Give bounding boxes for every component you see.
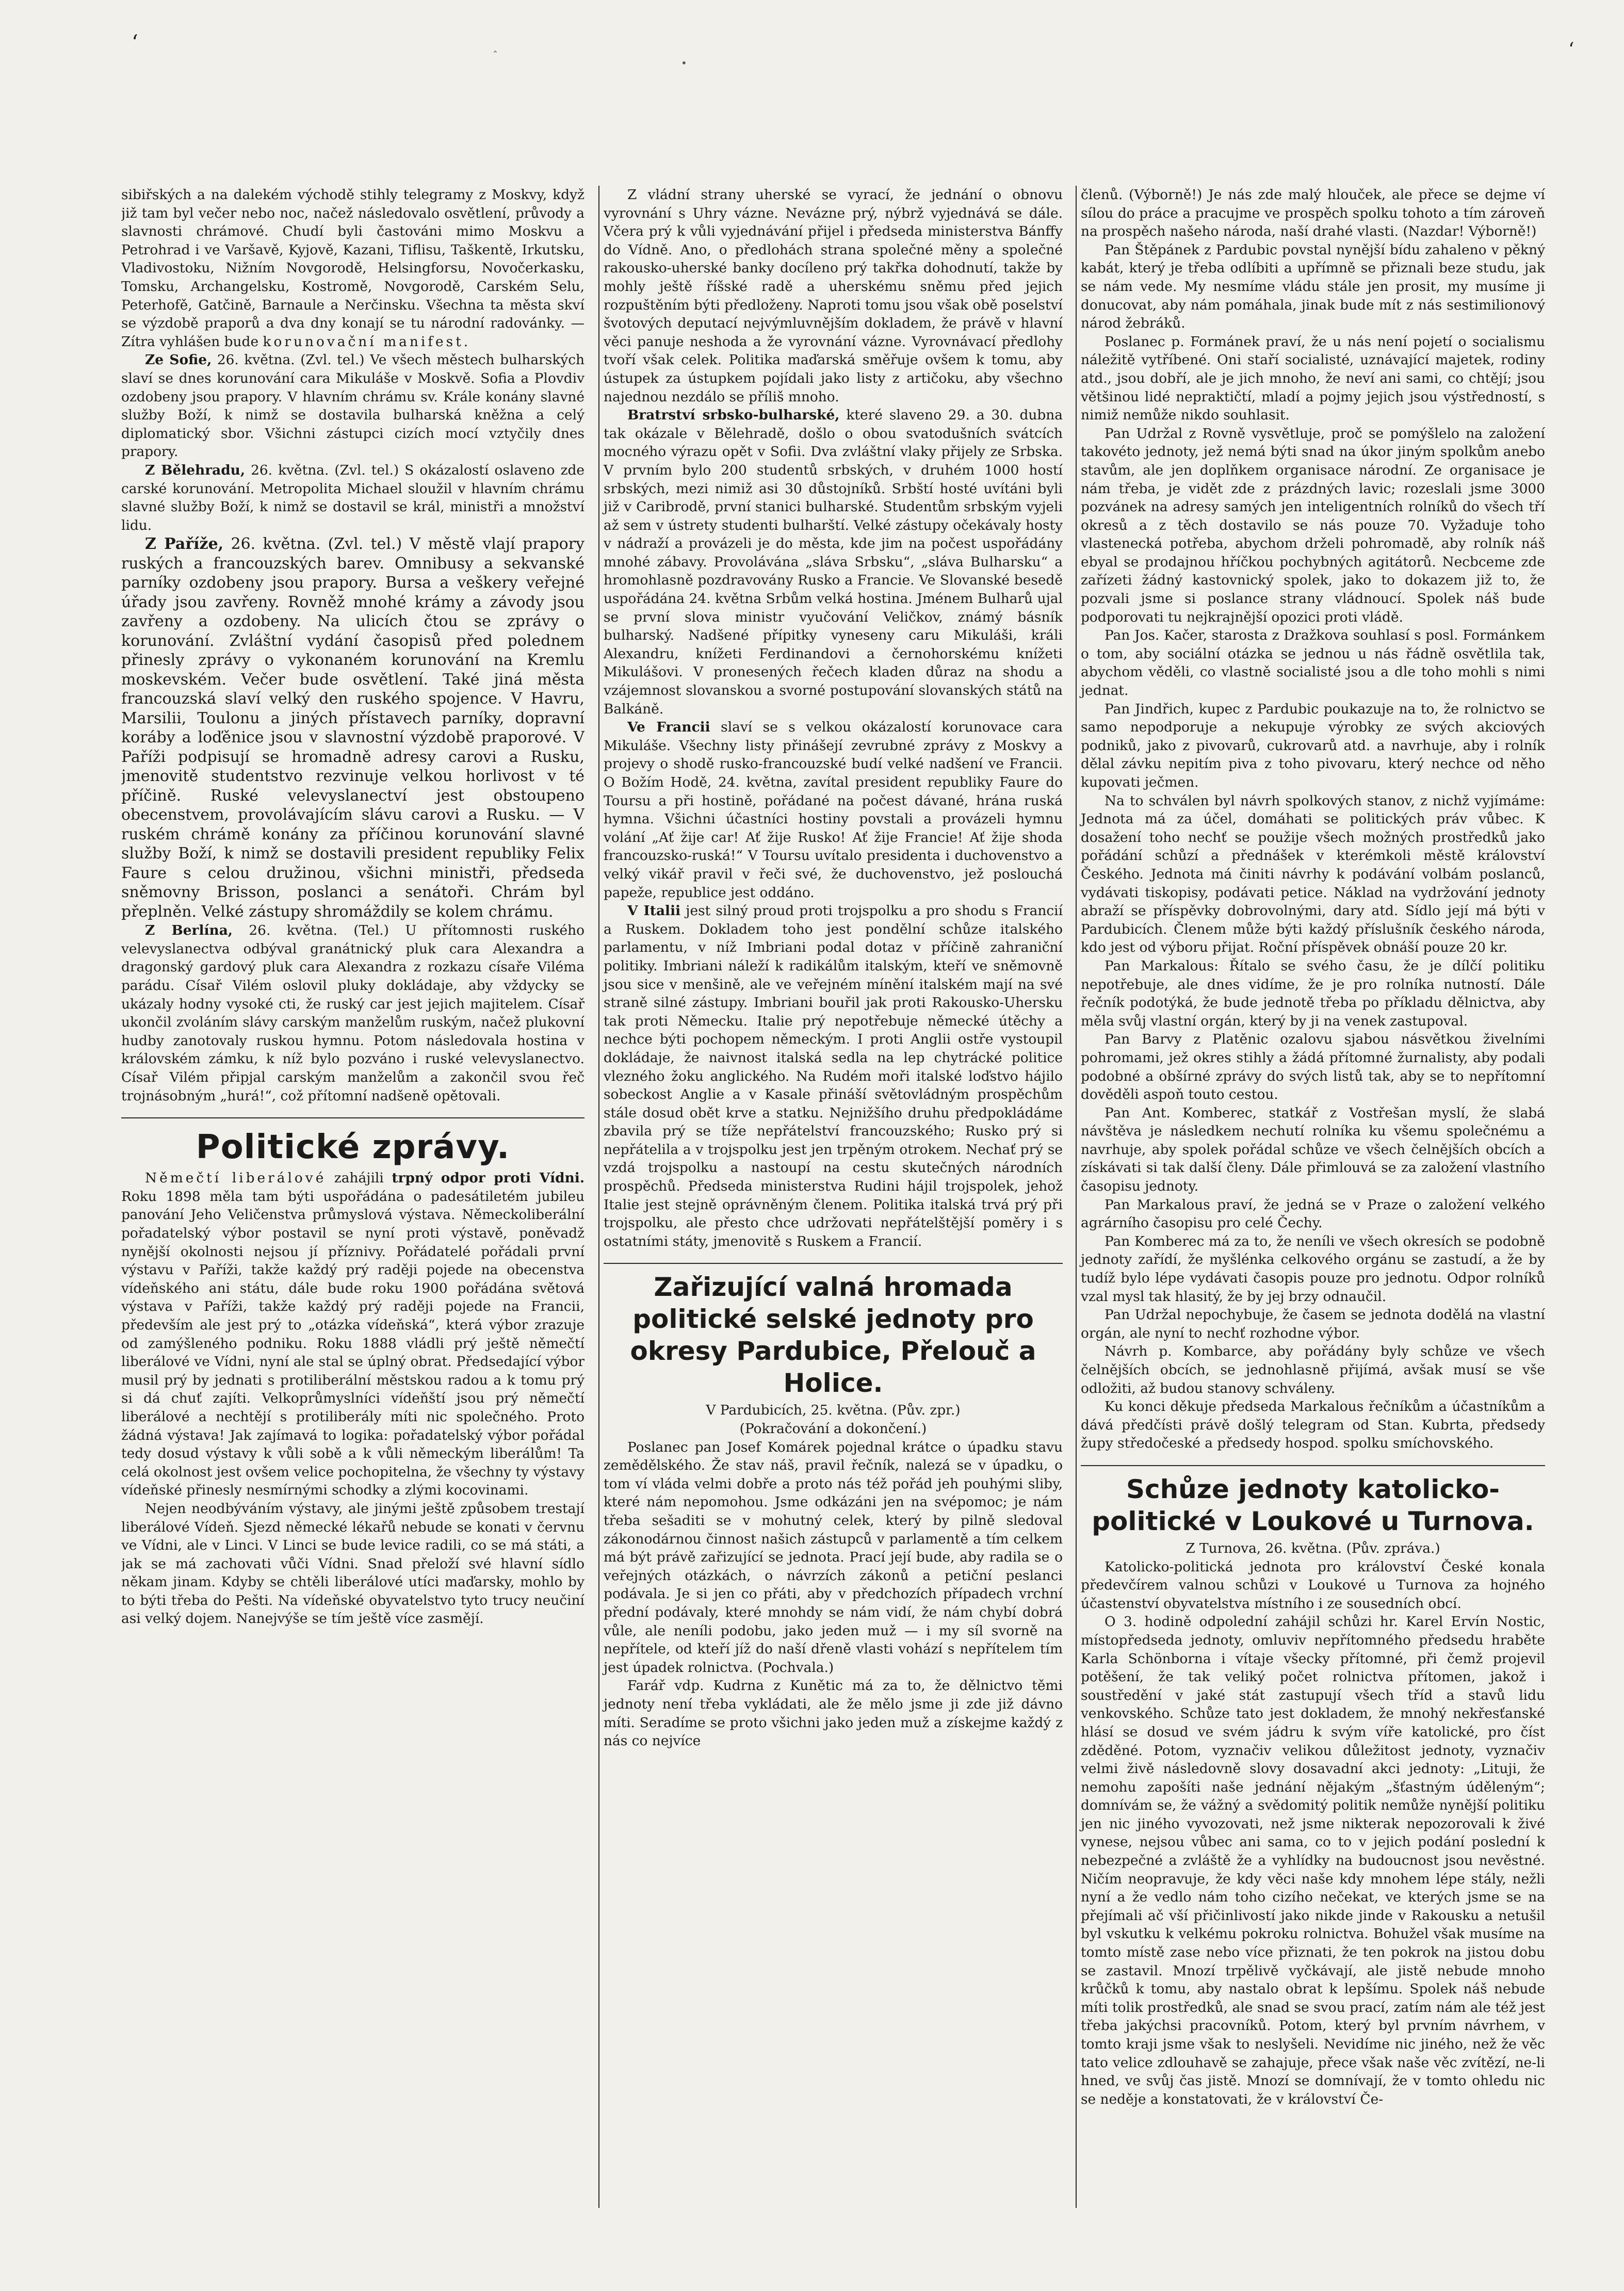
dateline-place: Z Berlína, xyxy=(145,922,233,939)
article-paragraph: Pan Markalous: Řítalo se svého času, že je dílčí politiku nepotřebuje, ale dnes vidíme, že je pro rolníka nutností. Dále řečník podotýká, že bude jednotě třeba po příkladu dělnictva, aby měla svůj vlastní orgán, který by ji na venek zastupoval. xyxy=(1081,957,1545,1029)
article-headline: Schůze jednoty katolicko-politické v Loukové u Turnova. xyxy=(1092,1474,1534,1536)
paragraph-text: které slaveno 29. a 30. dubna tak okázale v Bělehradě, došlo o obou svatodušních svátcích mocného výrazu opět v Sofii. Dva zvláštní vlaky přijely ze Srbska. V prvním bylo 200 studentů srbských, v druhém 1000 hostí srbských, mezi nimiž asi 30 důstojníků. Srbští hosté uvítáni byli již v Caribrodě, první stanici bulharské. Studentům srbským vyjeli až sem v ústrety studenti bulharští. Velké zástupy očekávaly hosty v nádraží a provázeli je do města, kde jim na počest uspořádány mnohé zábavy. Provolávána „sláva Srbsku“, „sláva Bulharsku“ a hromohlasně pozdravovány Rusko a Francie. Ve Slovanské besedě uspořádána 24. května Srbům velká hostina. Jménem Bulharů ujal se první slova ministr vyučování Veličkov, známý básník bulharský. Nadšené přípitky vyneseny caru Mikuláši, králi Alexandru, knížeti Ferdinandovi a černohorskému knížeti Mikulášovi. V pronesených řečech kladen důraz na shodu a vzájemnost slovanskou a svorné postupování slovanských států na Balkáně. xyxy=(604,407,1063,717)
column-2 xyxy=(598,186,1063,2208)
article-paragraph: Poslanec p. Formánek praví, že u nás není pojetí o socialismu náležitě vytříbené. Oni staří socialisté, uznávající majetek, rodiny atd., jsou dobří, ale je jich mnoho, že neví ani sami, co chtějí; jsou většinou lidé nepraktičtí, mladí a pojmy jejich jsou výstředností, s nimiž nemůže nikdo souhlasit. xyxy=(1081,333,1545,424)
paragraph-text: 26. května. (Zvl. tel.) Ve všech městech bulharských slaví se dnes korunování cara Mikuláše v Moskvě. Sofia a Plovdiv ozdobeny jsou prapory. V hlavním chrámu sv. Krále konány slavné služby Boží, k nimž se dostavila bulharská kněžna a celý diplomatický sbor. Všichni zástupci cizích mocí vztyčily dnes prapory. xyxy=(121,352,584,460)
dateline-note: (Pokračování a dokončení.) xyxy=(739,1421,927,1437)
newspaper-page xyxy=(121,186,1550,2208)
page-corner-mark: ʻ xyxy=(132,31,138,55)
article-paragraph: Poslanec pan Josef Komárek pojednal krátce o úpadku stavu zemědělského. Že stav náš, pravil řečník, nalezá se v úpadku, o tom ví vláda velmi dobře a proto nás též pořád jeh pouhými sliby, které nám nepomohou. Jsme odkázáni jen na svépomoc; je nám třeba sešaditi se v mohutný celek, který by pilně sledoval zákonodárnou činnost našich zástupců v parlamentě a tím celkem má být právě zařizující se jednota. Prací její bude, aby radila se o veřejných otázkách, o návrzích zákonů a petiční peslanci podávala. Je si jen co přáti, aby v předchozích případech vrchní přední podávaly, které mnohdy se nám vidí, že nám chybí dobrá vůle, ale neníli podobu, jako jeden muž — i my síl svorně na nepřítele, od kteří jíž do naší dřeně vlasti vohází s nepřítelem tím jest úpadek rolnictva. (Pochvala.) xyxy=(604,1439,1063,1676)
page-corner-mark: ʻ xyxy=(1568,39,1574,60)
article-paragraph: Nejen neodbýváním výstavy, ale jinými ještě způsobem trestají liberálové Vídeň. Sjezd německé lékařů nebude se konati v červnu ve Vídni, ale v Linci. V Linci se bude levice radili, co se má státi, a jak se má zachovati vůči Vídni. Snad přeloží své hlavní sídlo někam jinam. Kdyby se chtěli liberálové utíci maďarsky, mohlo by to býti třeba do Pešti. Na vídeňské obyvatelstvo tyto trucy neučiní asi velký dojem. Nanejvýše se tím ještě více zasmějí. xyxy=(121,1500,584,1627)
dateline: V Pardubicích, 25. května. (Pův. zpr.) xyxy=(706,1402,961,1419)
paragraph-text: Roku 1898 měla tam býti uspořádána o padesátiletém jubileu panování Jeho Veličenstva průmyslová výstava. Německoliberální pořadatelský výbor postavil se nyní proti výstavě, poněvadž nynější okolnosti nejsou jí příznivy. Pořádatelé pořádali první výstavu v Paříži, takže každý prý raději pojede na obecenstva vídeňského ani státu, dále bude roku 1900 pořádána světová výstava v Paříži, takže každý prý raději pojede na Francii, především ale jest prý to „otázka vídeňská“, která výbor zrazuje od zamýšleného podniku. Roku 1888 vládli prý ještě němečtí liberálové ve Vídni, nyní ale stal se úplný obrat. Předsedající výbor musil prý by jednati s protiliberální městskou radou a k tomu prý si dá chuť zajíti. Velkoprůmyslníci vídeňští jsou prý němečtí liberálové a nechtějí s protiliberály míti nic společného. Proto žádná výstava! Jak zajímavá to logika: pořadatelský výbor pořádal tedy dosud výstavy k vůli sobě a k vůli německým liberálům! Ta celá okolnost jest ovšem velice pochopitelna, že všechny ty výstavy vídeňské přinesly nesmírnými schodky a zlými kocovinami. xyxy=(121,1188,584,1499)
bold-emphasis: Ve Francii xyxy=(627,719,710,736)
paragraph-text: O 3. hodině odpolední zahájil schůzi hr. Karel Ervín Nostic, místopředseda jednoty, omluviv nepřítomného předsedu hraběte Karla Schönborna i vítaje všecky přítomné, při čemž projevil potěšení, že tak veliký počet rolnictva přítomen, jakož i soustředění v jaké stát zastupují všech tříd a stavů lidu venkovského. Schůze tato jest dokladem, že mnohý nekřesťanské hlásí se dosud ve svém jádru k svým víře katolické, pro číst zděděné. Potom, vyznačiv velikou důležitost jednoty, vyznačiv velmi živě následovně slovy dosavadní akci jednoty: „Lituji, že nemohu zapošíti naše jednání nějakým „šťastným úděleným“; domnívám se, že vážný a svědomitý politik nemůže nynější politiku jen nic jiného vyvozovati, než jsme nikterak nepozorovali k živé vynese, nejsou vůbec ani sama, co to v jejich podání poslední k nebezpečné a zvláště že a vyhlídky na budoucnost jsou nevěstné. Ničím neopravuje, že kdy věci naše kdy mnohem lépe stály, nežli nyní a že vedlo nám toho cizího nečekat, ve kterých jsme se na přejímali ač vší přičinlivostí jako nikde jinde v Rakousku a netušil byl vskutku k velkému pokroku rolnictva. Bohužel však musíme na tomto místě zase nebo více přiznati, že ten pokrok na jistou dobu se zastavil. xyxy=(1081,1614,1545,1979)
article-paragraph: Na to schválen byl návrh spolkových stanov, z nichž vyjímáme: Jednota má za účel, domáhati se politických práv vůbec. K dosažení toho nechť se použije všech možných prostředků jako pořádání schůzí a přednášek v kterémkoli městě království Českého. Jednota má činiti návrhy k podávání volbám poslanců, vydávati tiskopisy, podávati petice. Náklad na vydržování jednoty abraží se příspěvky dobrovolnými, dary atd. Sídlo její má býti v Pardubicích. Členem může býti každý příslušník českého národa, kdo jest od výboru přijat. Roční příspěvek obnáší pouze 20 kr. xyxy=(1081,792,1545,956)
article-paragraph xyxy=(121,461,584,534)
paragraph-text: 26. května. (Tel.) U přítomnosti ruského velevyslanectva odbýval granátnický pluk cara Alexandra a dragonský gardový pluk cara Alexandra z rozkazu císaře Viléma parádu. Císař Vilém oslovil pluky dokládaje, aby vždycky se ukázaly hodny vysoké cti, že ruský car jest jejich majitelem. Císař ukončil zvoláním slávy carským manželům ruským, načež plukovní hudby zanotovaly ruskou hymnu. Potom následovala hostina v královském zámku, k níž bylo pozváno i ruské velevyslanectvo. Císař Vilém připjal carským manželům a zakončil svou řeč trojnásobným „hurá!“, což přítomní nadšeně opětovali. xyxy=(121,922,584,1104)
spaced-emphasis: Němečtí liberálové xyxy=(145,1170,327,1187)
article-paragraph xyxy=(121,921,584,1105)
article-paragraph: Z vládní strany uherské se vyrací, že jednání o obnovu vyrovnání s Uhry vázne. Nevázne prý, nýbrž vyjednává se dále. Včera prý k vůli vyjednávání přijel i předseda ministerstva Bánffy do Vídně. Ano, o předlohách strana společné měny a společné rakousko-uherské banky docíleno prý takřka dohodnutí, takže by mohly ještě říšské radě a uherskému sněmu před jejich rozpuštěním býti předloženy. Naproti tomu jsou však obě poselství švotových deputací nejvýmluvnějším dokladem, že právě v hlavní věci panuje neshoda a že vyrovnání vázne. Vyrovnávací předlohy tvoří však celek. Politika maďarská směřuje ovšem k tomu, aby ústupek za ústupkem pojídali jako listy z artičoku, aby všechno najednou nezdálo se příliš mnoho. xyxy=(604,187,1063,405)
bold-emphasis: Bratrství srbsko-bulharské, xyxy=(627,407,840,424)
article-paragraph: Pan Ant. Komberec, statkář z Vostřešan myslí, že slabá návštěva je následkem nechutí rolníka ku všemu společnému a navrhuje, aby spolek pořádal schůze ve všech čelnějších obcích a získávati si tak další členy. Dále přimlouvá se za založení vlastního časopisu jednoty. xyxy=(1081,1104,1545,1195)
article-paragraph xyxy=(121,351,584,461)
article-paragraph: Návrh p. Kombarce, aby pořádány byly schůze ve všech čelnějších obcích, se jednohlasně přijímá, avšak musí se vše odložiti, až budou stanovy schváleny. xyxy=(1081,1343,1545,1396)
dateline: Z Turnova, 26. května. (Pův. zpráva.) xyxy=(1185,1540,1440,1556)
article-paragraph xyxy=(121,1169,584,1500)
article-paragraph: Pan Jindřich, kupec z Pardubic poukazuje na to, že rolnictvo se samo nepodporuje a nekupuje výrobky ze svých akciových podniků, jako z pivovarů, cukrovarů atd. a navrhuje, aby i rolník dělal závku nepitím piva z toho pivovaru, který nechce od něho kupovati ječmen. xyxy=(1081,701,1545,790)
paragraph-text: 26. května. (Zvl. tel.) V městě vlají prapory ruských a francouzských barev. Omnibusy a sekvanské parníky ozdobeny jsou prapory. Bursa a veškery veřejné úřady jsou zavřeny. Rovněž mnohé krámy a závody jsou zavřeny a ozdobeny. Na ulicích čtou se zprávy o korunování. Zvláštní vydání časopisů před polednem přinesly zprávy o vykonaném korunování na Kremlu moskevském. Večer bude osvětlení. Také jiná města francouzská slaví velký den ruského spojence. V Havru, Marsilii, Toulonu a jiných přístavech parníky, dopravní koráby a loďěnice jsou v slavnostní výzdobě praporové. V Paříži podpisují se hromadně adresy carovi a Rusku, jmenovitě studentstvo rezvinuje velkou horlivost v té příčině. Ruské velevyslanectví jest obstoupeno obecenstvem, provolávajícím slávu carovi a Rusku. — V ruském chrámě konány za příčinou korunování slavné služby Boží, k nimž se dostavili president republiky Felix Faure s celou družinou, všichni ministři, předseda sněmovny Brisson, poslanci a senátoři. Chrám byl přeplněn. Velké zástupy shromáždily se kolem chrámu. xyxy=(121,535,584,921)
paragraph-text: jest silný proud proti trojspolku a pro shodu s Francií a Ruskem. Dokladem toho jest pondělní schůze italského parlamentu, v níž Imbriani podal dotaz v příčině zahraniční politiky. Imbriani náleží k radikálům italským, kteří ve sněmovně jsou sice v menšině, ale ve veřejném mínění italském mají na své straně silné zástupy. Imbriani bouřil jak proti Rakousko-Uhersku tak proti Německu. Italie prý nepotřebuje německé útěchy a nechce býti pochopem německým. I proti Anglii ostře vystoupil dokládaje, že naivnost italská sedla na lep chytrácké politice vlezného žoku anglického. Na Rudém moři italské loďstvo hájilo sobeckost Anglie a v Kasale přináší světovládným prospěchům stále dosud obět krve a statku. Nejnižšího druhu předpokládáme zbavila prý se tíže nepřátelství francouzského; Rusko prý si nepřátelila a v trojspolku jest jen trpěným otrokem. Nechať prý se vzdá trojspolku a nastoupí na cestu skutečných národních prospěchů. Předseda ministerstva Rudini hájil trojspolek, jehož Italie jest stejně oprávněným členem. Politika italská trvá prý při trojspolku, ale přesto chce udržovati nepřátelštější poměry i s ostatními státy, jmenovitě s Ruskem a Francií. xyxy=(604,903,1063,1249)
bold-emphasis: trpný odpor proti Vídni. xyxy=(392,1170,584,1187)
paragraph-text: sibiřských a na dalekém východě stihly telegramy z Moskvy, když již tam byl večer nebo noc, načež následovalo osvětlení, průvody a slavnosti chrámové. Chudí byli častováni mimo Moskvu a Petrohrad i ve Varšavě, Kyjově, Kazani, Tiflisu, Taškentě, Irkutsku, Vladivostoku, Nižním Novgorodě, Helsingforsu, Novočerkasku, Tomsku, Archangelsku, Kostromě, Novgorodě, Carském Selu, Peterhofě, Gatčině, Barnaule a Nerčinsku. Všechna ta města skví se výzdobě praporů a dva dny konají se tu národní radovánky. — Zítra vyhlášen bude xyxy=(121,187,584,350)
article-paragraph: Pan Jos. Kačer, starosta z Dražkova souhlasí s posl. Formánkem o tom, aby sociální otázka se jednou u nás řádně osvětlila tak, abychom věděli, co vlastně socialisté jsou a dle toho mohli s nimi jednat. xyxy=(1081,627,1545,699)
article-paragraph: Katolicko-politická jednota pro království České konala předevčírem valnou schůzi v Loukové u Turnova za hojného účastenství obyvatelstva místního i ze sousedních obcí. xyxy=(1081,1558,1545,1612)
article-paragraph: Pan Markalous praví, že jedná se v Praze o založení velkého agrárního časopisu pro celé Čechy. xyxy=(1081,1196,1545,1231)
article-paragraph: Pan Komberec má za to, že neníli ve všech okresích se podobně jednoty zařídí, že myšlénka celkového orgánu se zastudí, a že by tudíž bylo lépe vydávati časopis pouze pro jednotu. Odpor rolníků vzal mysl tak hlasitý, že by jej brzy odnaučil. xyxy=(1081,1233,1545,1305)
section-divider xyxy=(604,1263,1063,1264)
column-1 xyxy=(121,186,584,2208)
article-paragraph xyxy=(1081,1613,1545,2108)
article-paragraph: členů. (Výborně!) Je nás zde malý hlouček, ale přece se dejme ví sílou do práce a pracujme ve prospěch spolku tohoto a tím zároveň na prospěch našeho národa, naší drahé vlasti. (Nazdar! Výborně!) xyxy=(1081,187,1545,240)
article-paragraph xyxy=(604,718,1063,902)
section-divider xyxy=(1081,1465,1545,1466)
article-paragraph: Pan Udržal z Rovně vysvětluje, proč se pomýšlelo na založení takovéto jednoty, jež nemá býti snad na úkor jiným spolkům anebo stavům, ale jen doplňkem organisace národní. Ze organisace je nám třeba, je vidět zde z prázdných lavic; rozeslali jsme 3000 pozvánek na adresy samých jen inteligentních rolníků do všech tří okresů a z těch dostavilo se nás pouze 70. Vyžaduje toho vlastenecká potřeba, abychom drželi pohromadě, aby rolník náš ebyal se prodajnou hříčkou pochybných agitátorů. Necbceme zde zařízeti žádný kastovnický spolek, jako to dokazem již to, že pozvali jsme si poslance strany vládnoucí. Spolek náš bude podporovati tu nejkrajnější opozici proti vládě. xyxy=(1081,425,1545,625)
dateline-place: Z Paříže, xyxy=(145,535,224,554)
column-3 xyxy=(1076,186,1545,2208)
print-speck: ˆ xyxy=(493,49,498,61)
article-paragraph xyxy=(121,534,584,921)
paragraph-text: zahájili xyxy=(334,1170,384,1187)
section-heading: Politické zprávy. xyxy=(196,1128,510,1167)
article-paragraph: Farář vdp. Kudrna z Kunětic má za to, že dělnictvo těmi jednoty není třeba vykládati, ale že mělo jsme ji zde již dávno míti. Seradíme se proto všichni jako jeden muž a získejme každý z nás co nejvíce xyxy=(604,1678,1063,1749)
paragraph-text: slaví se s velkou okázalostí korunovace cara Mikuláše. Všechny listy přinášejí zevrubné zprávy z Moskvy a projevy o shodě rusko-francouzské budí velké nadšení ve Francii. O Božím Hodě, 24. května, zavítal president republiky Faure do Toursu a při hostině, pořádané na počest dávané, hrána ruská hymna. Všichni účastníci hostiny povstali a provázeli hymnu volání „Ať žije car! Ať žije Rusko! Ať žije Francie! Ať žije shoda francouzsko-ruská!“ V Toursu uvítalo presidenta i duchovenstvo a velký vikář pravil v řeči své, že duchovenstvo, jež poslouchá papeže, republice jest oddáno. xyxy=(604,719,1063,901)
article-paragraph xyxy=(604,902,1063,1250)
section-divider xyxy=(121,1117,584,1118)
article-paragraph xyxy=(121,186,584,351)
article-paragraph: Ku konci děkuje předseda Markalous řečníkům a účastníkům a dává předčísti právě došlý telegram od Stan. Kubrta, předsedy župy středočeské a předsedy hospod. spolku smíchovského. xyxy=(1081,1399,1545,1452)
paragraph-text: 26. května. (Zvl. tel.) S okázalostí oslaveno zde carské korunování. Metropolita Michael sloužil v hlavním chrámu slavné služby Boží, k nimž se dostavil se král, ministři a množství lidu. xyxy=(121,462,584,533)
article-paragraph: Pan Udržal nepochybuje, že časem se jednota dodělá na vlastní orgán, ale nyní to nechť rozhodne výbor. xyxy=(1081,1307,1545,1341)
article-headline: Zařizující valná hromada politické selské jednoty pro okresy Pardubice, Přelouč a Holice. xyxy=(630,1272,1036,1399)
print-speck: • xyxy=(681,57,687,69)
article-paragraph: Pan Štěpánek z Pardubic povstal nynější bídu zahaleno v pěkný kabát, který je třeba odlíbiti a upřímně se přiznali beze studu, jak se nám vede. My nesmíme vládu stále jen prosit, my musíme ji donucovat, aby nám pomáhala, jinak bude mít z nás sestimilionový národ žebráků. xyxy=(1081,241,1545,332)
dateline-place: Z Bělehradu, xyxy=(145,462,246,478)
spaced-emphasis: korunovační manifest. xyxy=(263,333,471,350)
bold-emphasis: V Italii xyxy=(627,903,681,919)
article-paragraph xyxy=(604,406,1063,718)
paragraph-text: Mnozí trpělivě vyčkávají, ale jistě nebude mnoho krůčků k tomu, aby nastalo obrat k lepšímu. Spolek náš nebude míti tolik prostředků, ale snad se svou prací, zatím nám ale též jest třeba jakýchsi pracovníků. Potom, který byl prvním návrhem, v tomto kraji jsme však to neslyšeli. Nevidíme nic jiného, než že věc tato velice zdlouhavě se zahajuje, přece však naše věc zvítězí, ne-li hned, ve svůj čas jistě. Mnozí se domnívají, že v tomto ohledu nic se neděje a konstatovati, že v království Če- xyxy=(1081,1962,1545,2107)
article-paragraph: Pan Barvy z Platěnic ozalovu sjabou násvětkou živelními pohromami, jež okres stihly a žádá přítomné žurnalisty, aby podali podobné a obšírné zprávy do svých listů tak, aby se to nepřítomní dověděli aspoň touto cestou. xyxy=(1081,1031,1545,1103)
dateline-place: Ze Sofie, xyxy=(145,352,212,368)
